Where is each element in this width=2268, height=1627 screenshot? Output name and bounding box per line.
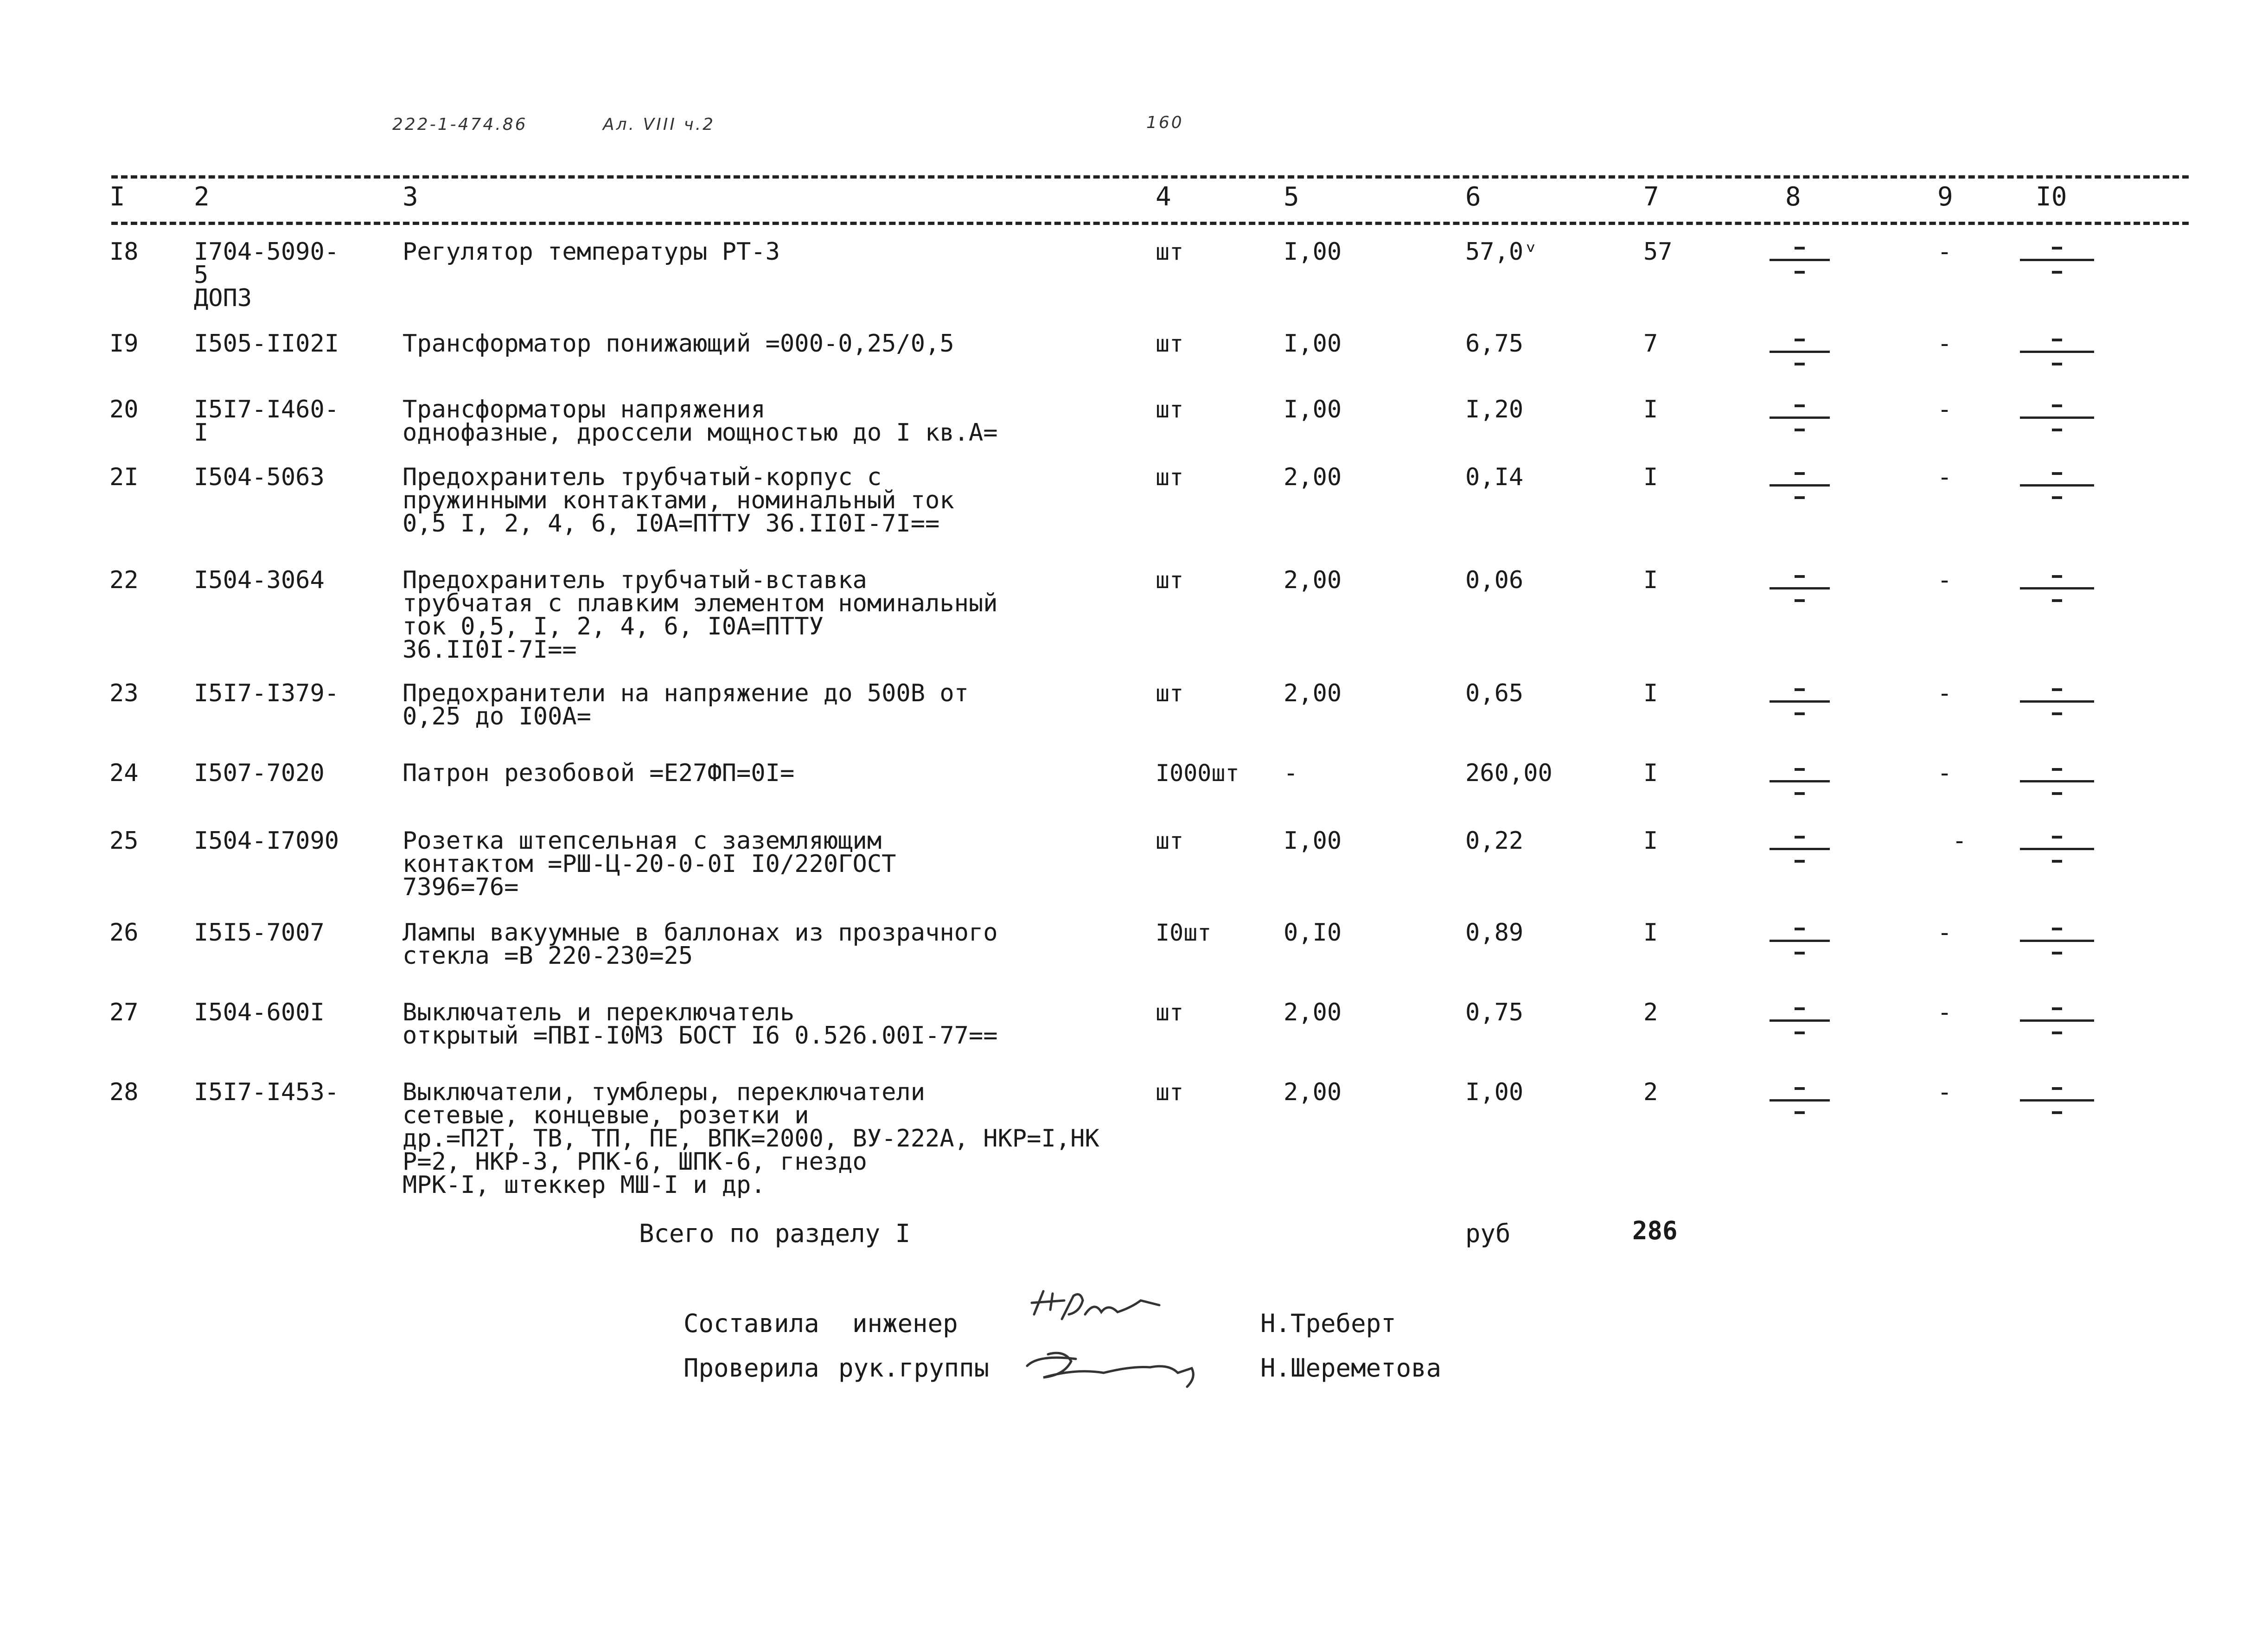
total: 7	[1643, 330, 1658, 358]
item-name: Лампы вакуумные в баллонах из прозрачного стекла =В 220-230=25	[402, 919, 998, 970]
price-code: I5I7-I453-	[194, 1078, 339, 1106]
unit: шт	[1156, 1079, 1184, 1106]
unit: шт	[1156, 999, 1184, 1026]
item-name: Патрон резобовой =Е27ФП=0I=	[402, 759, 795, 787]
column-9-dash: -	[1937, 759, 1952, 787]
total: 2	[1643, 999, 1658, 1026]
column-9-dash: -	[1937, 919, 1952, 947]
unit-price-value: 57,0	[1465, 238, 1524, 266]
column-9-dash: -	[1937, 1078, 1952, 1106]
unit-price: 0,I4	[1465, 463, 1524, 491]
total: I	[1643, 827, 1658, 855]
unit: шт	[1156, 464, 1184, 491]
checked-by-name: Н.Шереметова	[1260, 1353, 1442, 1383]
item-name: Предохранитель трубчатый-вставка трубчатая с плавким элементом номинальный ток 0,5, I, 2, 4, 6, I0А=ПТТУ 36.II0I-7I==	[402, 566, 998, 664]
total: I	[1643, 566, 1658, 594]
division-sign-icon	[1770, 569, 1830, 610]
compiled-by-label: Составила	[684, 1309, 819, 1338]
unit-price: 0,22	[1465, 827, 1524, 855]
row-number: 20	[109, 396, 139, 423]
total: I	[1643, 679, 1658, 707]
unit: шт	[1156, 330, 1184, 357]
unit: шт	[1156, 567, 1184, 594]
division-sign-icon	[1770, 762, 1830, 803]
division-sign-icon	[1770, 398, 1830, 440]
quantity: I,00	[1284, 238, 1342, 266]
column-header-9: 9	[1937, 182, 1953, 212]
compiled-by-name: Н.Треберт	[1260, 1309, 1396, 1338]
total: I	[1643, 463, 1658, 491]
column-9-dash: -	[1937, 238, 1952, 266]
page-number: 160	[1146, 113, 1184, 132]
column-header-10: I0	[2036, 182, 2067, 212]
quantity: 2,00	[1284, 1078, 1342, 1106]
unit-price: I,20	[1465, 396, 1524, 423]
division-sign-icon	[2020, 921, 2094, 963]
row-number: I9	[109, 330, 139, 358]
row-number: I8	[109, 238, 139, 266]
table-top-rule	[111, 175, 2189, 179]
price-code: I504-3064	[194, 566, 325, 594]
column-header-4: 4	[1156, 182, 1171, 212]
division-sign-icon	[1770, 921, 1830, 963]
division-sign-icon	[2020, 398, 2094, 440]
column-9-dash: -	[1937, 330, 1952, 358]
column-9-dash: -	[1952, 827, 1967, 855]
division-sign-icon	[2020, 569, 2094, 610]
division-sign-icon	[2020, 682, 2094, 724]
division-sign-icon	[2020, 1081, 2094, 1122]
quantity: 0,I0	[1284, 919, 1342, 947]
unit-price: 0,06	[1465, 566, 1524, 594]
table-header-rule	[111, 222, 2189, 225]
item-name: Предохранители на напряжение до 500В от 0,25 до I00А=	[402, 679, 969, 730]
checked-by-label: Проверила	[684, 1353, 819, 1383]
column-9-dash: -	[1937, 566, 1952, 594]
division-sign-icon	[1770, 1001, 1830, 1043]
quantity: 2,00	[1284, 679, 1342, 707]
column-header-8: 8	[1785, 182, 1801, 212]
column-header-1: I	[109, 182, 125, 212]
column-header-6: 6	[1465, 182, 1481, 212]
division-sign-icon	[1770, 829, 1830, 871]
division-sign-icon	[2020, 1001, 2094, 1043]
column-header-3: 3	[402, 182, 418, 212]
total: I	[1643, 396, 1658, 423]
total: 2	[1643, 1078, 1658, 1106]
column-header-7: 7	[1643, 182, 1659, 212]
unit: шт	[1156, 680, 1184, 707]
unit: шт	[1156, 396, 1184, 423]
column-header-5: 5	[1284, 182, 1299, 212]
compiled-by-role: инженер	[852, 1309, 958, 1338]
item-name: Предохранитель трубчатый-корпус с пружинными контактами, номинальный ток 0,5 I, 2, 4, 6, I0А=ПТТУ 36.II0I-7I==	[402, 463, 954, 538]
document-code: 222-1-474.86	[392, 115, 528, 134]
price-code: I704-5090- 5 ДОПЗ	[194, 238, 339, 312]
row-number: 24	[109, 759, 139, 787]
quantity: I,00	[1284, 396, 1342, 423]
price-code: I5I5-7007	[194, 919, 325, 947]
album-reference: Ал. VIII ч.2	[603, 115, 716, 134]
row-number: 22	[109, 566, 139, 594]
row-number: 2I	[109, 463, 139, 491]
total-currency: руб	[1465, 1219, 1511, 1248]
row-number: 26	[109, 919, 139, 947]
division-sign-icon	[2020, 466, 2094, 507]
price-code: I504-5063	[194, 463, 325, 491]
quantity: I,00	[1284, 827, 1342, 855]
unit-price: I,00	[1465, 1078, 1524, 1106]
division-sign-icon	[1770, 466, 1830, 507]
row-number: 27	[109, 999, 139, 1026]
unit-price: 260,00	[1465, 759, 1552, 787]
price-code: I507-7020	[194, 759, 325, 787]
price-code: I505-II02I	[194, 330, 339, 358]
division-sign-icon	[1770, 682, 1830, 724]
unit-price: 6,75	[1465, 330, 1524, 358]
quantity: 2,00	[1284, 566, 1342, 594]
item-name: Трансформаторы напряжения однофазные, дроссели мощностью до I кв.А=	[402, 396, 998, 447]
signature-2-icon	[1020, 1340, 1224, 1391]
quantity: 2,00	[1284, 999, 1342, 1026]
item-name: Розетка штепсельная с заземляющим контактом =РШ-Ц-20-0-0I I0/220ГОСТ 7396=76=	[402, 827, 896, 901]
price-code: I504-600I	[194, 999, 325, 1026]
item-name: Выключатель и переключатель открытый =ПВI-I0МЗ БОСТ I6 0.526.00I-77==	[402, 999, 998, 1050]
item-name: Выключатели, тумблеры, переключатели сетевые, концевые, розетки и др.=П2Т, ТВ, ТП, ПЕ, ВПК=2000, ВУ-222А, НКР=I,НК Р=2, НКР-3, РПК-6, ШПК-6, гнездо МРК-I, штеккер МШ-I и др.	[402, 1078, 1099, 1199]
unit: I000шт	[1156, 760, 1239, 787]
unit-price: 0,65	[1465, 679, 1524, 707]
item-name: Регулятор температуры РТ-3	[402, 238, 780, 266]
quantity: I,00	[1284, 330, 1342, 358]
column-9-dash: -	[1937, 679, 1952, 707]
division-sign-icon	[1770, 1081, 1830, 1122]
row-number: 25	[109, 827, 139, 855]
unit-price	[1465, 238, 1538, 266]
price-code: I5I7-I460- I	[194, 396, 339, 447]
division-sign-icon	[2020, 332, 2094, 374]
row-number: 28	[109, 1078, 139, 1106]
price-code: I5I7-I379-	[194, 679, 339, 707]
column-9-dash: -	[1937, 999, 1952, 1026]
unit: шт	[1156, 238, 1184, 265]
unit-price: 0,89	[1465, 919, 1524, 947]
quantity: 2,00	[1284, 463, 1342, 491]
unit: шт	[1156, 827, 1184, 854]
unit-price: 0,75	[1465, 999, 1524, 1026]
price-code: I504-I7090	[194, 827, 339, 855]
signature-1-icon	[1025, 1287, 1182, 1342]
column-header-2: 2	[194, 182, 210, 212]
total: 57	[1643, 238, 1673, 266]
division-sign-icon	[2020, 240, 2094, 282]
unit: I0шт	[1156, 919, 1212, 946]
division-sign-icon	[2020, 829, 2094, 871]
division-sign-icon	[1770, 240, 1830, 282]
section-total-label: Всего по разделу I	[639, 1219, 911, 1248]
column-9-dash: -	[1937, 463, 1952, 491]
total: I	[1643, 759, 1658, 787]
row-number: 23	[109, 679, 139, 707]
quantity: -	[1284, 759, 1298, 787]
division-sign-icon	[1770, 332, 1830, 374]
check-mark: ᵛ	[1523, 238, 1538, 266]
item-name: Трансформатор понижающий =000-0,25/0,5	[402, 330, 954, 358]
section-total-amount: 286	[1632, 1216, 1678, 1245]
division-sign-icon	[2020, 762, 2094, 803]
total: I	[1643, 919, 1658, 947]
column-9-dash: -	[1937, 396, 1952, 423]
checked-by-role: рук.группы	[838, 1353, 990, 1383]
